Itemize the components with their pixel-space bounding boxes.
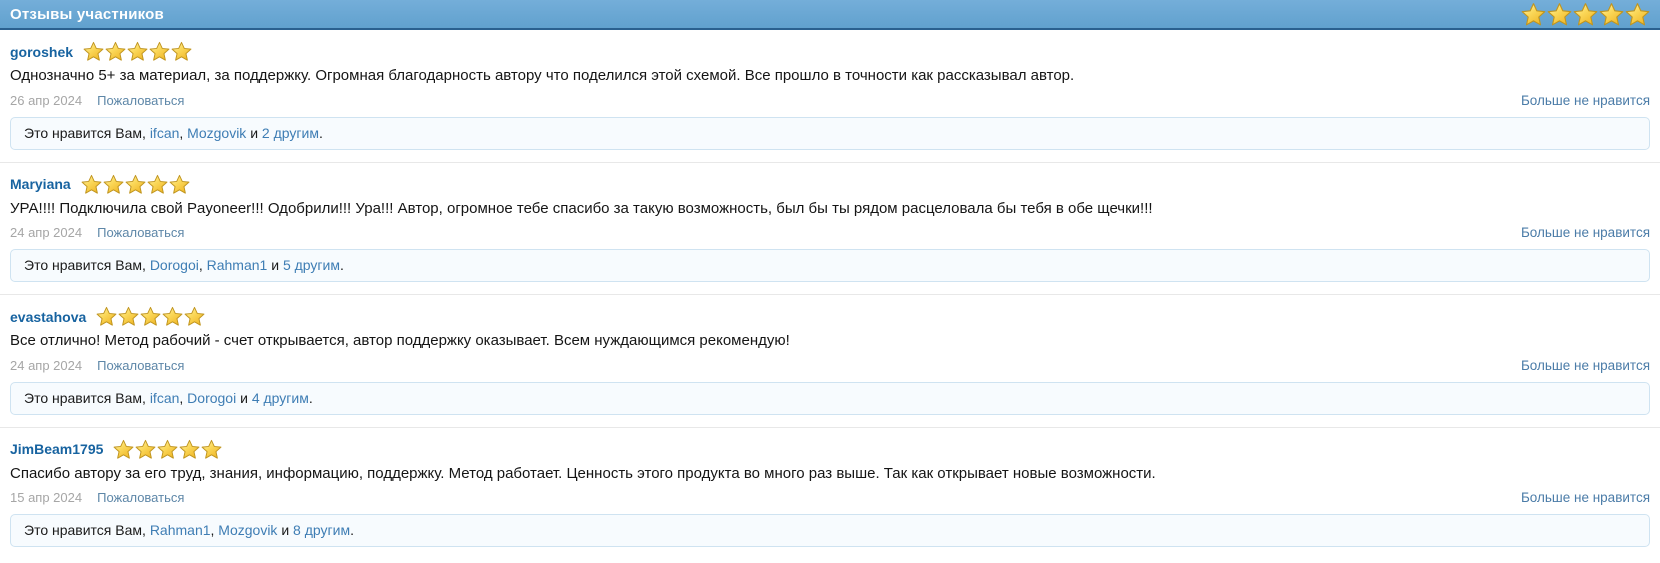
review-item bbox=[0, 162, 1660, 295]
star-icon bbox=[83, 41, 104, 62]
star-icon bbox=[140, 306, 161, 327]
username-link[interactable]: goroshek bbox=[10, 43, 74, 60]
report-link[interactable]: Пожаловаться bbox=[97, 357, 185, 373]
review-date: 24 апр 2024 bbox=[10, 225, 83, 241]
likes-separator: , bbox=[179, 124, 188, 141]
star-icon bbox=[81, 174, 102, 195]
review-meta-row bbox=[10, 490, 1650, 505]
review-item bbox=[0, 294, 1660, 427]
star-icon bbox=[135, 439, 156, 460]
rating-stars bbox=[96, 306, 205, 327]
star-icon bbox=[179, 439, 200, 460]
star-icon bbox=[1599, 2, 1624, 27]
review-name-row bbox=[10, 439, 1650, 460]
star-icon bbox=[125, 174, 146, 195]
review-item bbox=[0, 427, 1660, 560]
star-icon bbox=[96, 306, 117, 327]
likes-others-link[interactable]: 2 другим bbox=[261, 124, 319, 141]
liker-link[interactable]: Mozgovik bbox=[187, 124, 247, 141]
review-name-row bbox=[10, 41, 1650, 62]
likes-bar bbox=[10, 514, 1650, 547]
star-icon bbox=[103, 174, 124, 195]
liker-link[interactable]: Rahman1 bbox=[206, 257, 268, 274]
unlike-link[interactable]: Больше не нравится bbox=[1520, 357, 1650, 373]
likes-bar bbox=[10, 117, 1650, 150]
likes-others-link[interactable]: 5 другим bbox=[282, 257, 340, 274]
likes-separator: , bbox=[198, 257, 207, 274]
likes-others-link[interactable]: 4 другим bbox=[251, 389, 309, 406]
username-link[interactable]: evastahova bbox=[10, 308, 87, 325]
username-link[interactable]: JimBeam1795 bbox=[10, 441, 104, 458]
likes-separator: , bbox=[210, 522, 219, 539]
star-icon bbox=[162, 306, 183, 327]
review-name-row bbox=[10, 174, 1650, 195]
panel-title: Отзывы участников bbox=[10, 5, 164, 23]
star-icon bbox=[1625, 2, 1650, 27]
star-icon bbox=[147, 174, 168, 195]
report-link[interactable]: Пожаловаться bbox=[97, 490, 185, 506]
liker-link[interactable]: ifcan bbox=[149, 389, 180, 406]
review-name-row bbox=[10, 306, 1650, 327]
star-icon bbox=[127, 41, 148, 62]
report-link[interactable]: Пожаловаться bbox=[97, 92, 185, 108]
star-icon bbox=[118, 306, 139, 327]
likes-conjunction: и bbox=[246, 124, 262, 141]
likes-prefix: Это нравится Вам, bbox=[24, 389, 150, 406]
likes-separator: , bbox=[179, 389, 188, 406]
star-icon bbox=[157, 439, 178, 460]
review-text: Все отлично! Метод рабочий - счет открывается, автор поддержку оказывает. Всем нуждающимся рекомендую! bbox=[10, 332, 790, 350]
star-icon bbox=[1547, 2, 1572, 27]
likes-conjunction: и bbox=[277, 522, 294, 539]
star-icon bbox=[105, 41, 126, 62]
likes-bar bbox=[10, 382, 1650, 415]
unlike-link[interactable]: Больше не нравится bbox=[1520, 225, 1650, 241]
review-meta-row bbox=[10, 225, 1650, 240]
star-icon bbox=[171, 41, 192, 62]
likes-prefix: Это нравится Вам, bbox=[24, 522, 150, 539]
star-icon bbox=[149, 41, 170, 62]
review-meta-row bbox=[10, 358, 1650, 373]
report-link[interactable]: Пожаловаться bbox=[97, 225, 185, 241]
likes-period: . bbox=[350, 522, 354, 539]
review-text: УРА!!!! Подключила свой Payoneer!!! Одобрили!!! Ура!!! Автор, огромное тебе спасибо за такую возможность, был бы ты рядом расцеловала бы тебя в обе щечки!!! bbox=[10, 199, 1153, 217]
review-date: 15 апр 2024 bbox=[10, 490, 83, 506]
likes-bar bbox=[10, 249, 1650, 282]
likes-period: . bbox=[339, 257, 344, 274]
star-icon bbox=[169, 174, 190, 195]
star-icon bbox=[113, 439, 134, 460]
review-text: Спасибо автору за его труд, знания, информацию, поддержку. Метод работает. Ценность этого продукта во много раз выше. Так как открывает новые возможности. bbox=[10, 464, 1156, 482]
liker-link[interactable]: Dorogoi bbox=[187, 389, 237, 406]
likes-prefix: Это нравится Вам, bbox=[24, 124, 150, 141]
liker-link[interactable]: Mozgovik bbox=[218, 522, 278, 539]
star-icon bbox=[201, 439, 222, 460]
likes-period: . bbox=[318, 124, 323, 141]
likes-conjunction: и bbox=[267, 257, 283, 274]
liker-link[interactable]: Rahman1 bbox=[149, 522, 211, 539]
rating-stars bbox=[81, 174, 190, 195]
review-text: Однозначно 5+ за материал, за поддержку. Огромная благодарность автору что поделился этой схемой. Все прошло в точности как рассказывал автор. bbox=[10, 67, 1075, 84]
star-icon bbox=[1521, 2, 1546, 27]
review-date: 24 апр 2024 bbox=[10, 357, 83, 373]
unlike-link[interactable]: Больше не нравится bbox=[1520, 490, 1650, 506]
rating-stars bbox=[83, 41, 192, 62]
review-item bbox=[0, 30, 1660, 162]
panel-header bbox=[0, 0, 1660, 30]
liker-link[interactable]: ifcan bbox=[149, 124, 180, 141]
liker-link[interactable]: Dorogoi bbox=[149, 257, 199, 274]
username-link[interactable]: Maryiana bbox=[10, 176, 71, 193]
star-icon bbox=[184, 306, 205, 327]
likes-prefix: Это нравится Вам, bbox=[24, 257, 150, 274]
overall-rating-stars bbox=[1521, 2, 1650, 27]
likes-others-link[interactable]: 8 другим bbox=[293, 522, 351, 539]
unlike-link[interactable]: Больше не нравится bbox=[1520, 92, 1650, 108]
star-icon bbox=[1573, 2, 1598, 27]
review-meta-row bbox=[10, 93, 1650, 108]
review-date: 26 апр 2024 bbox=[10, 92, 83, 108]
likes-period: . bbox=[308, 389, 313, 406]
rating-stars bbox=[113, 439, 222, 460]
likes-conjunction: и bbox=[236, 389, 252, 406]
